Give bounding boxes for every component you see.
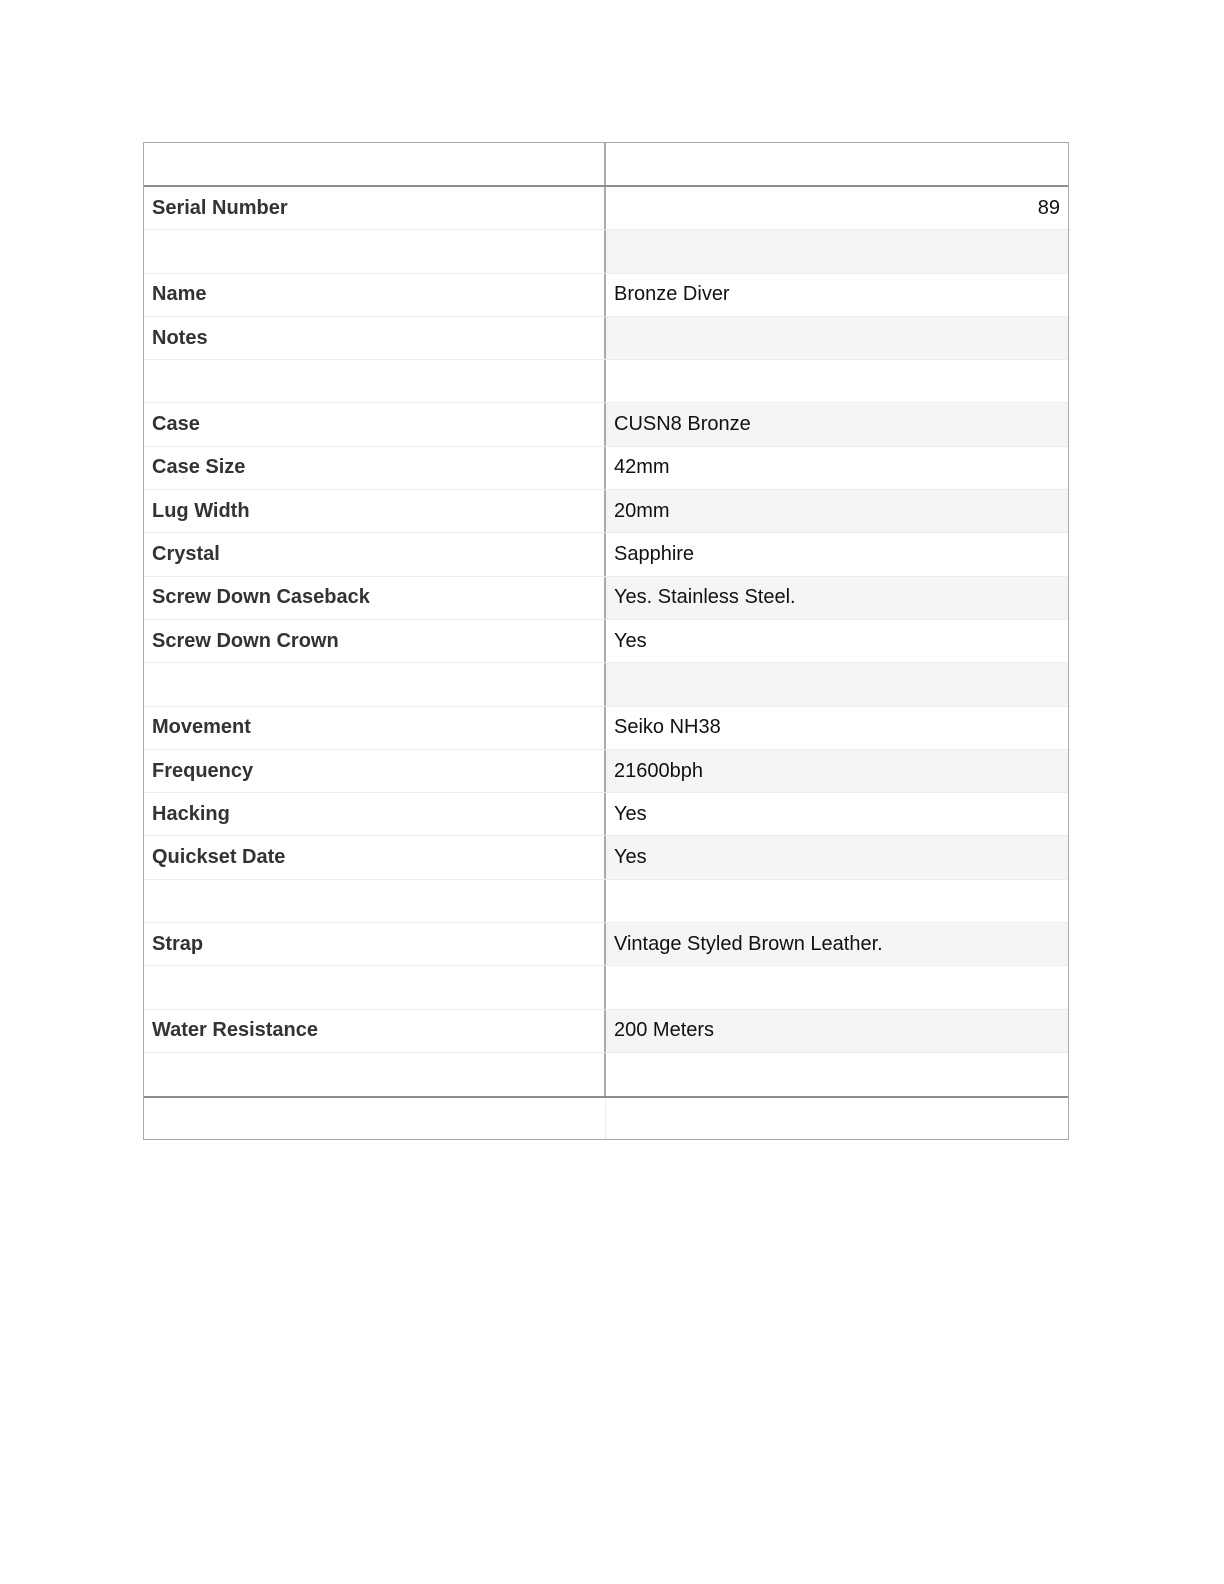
row-label[interactable] <box>144 880 606 922</box>
row-value[interactable]: Vintage Styled Brown Leather. <box>606 923 1068 965</box>
row-label[interactable]: Movement <box>144 707 606 749</box>
row-value[interactable] <box>606 1053 1068 1096</box>
row-value[interactable]: Yes <box>606 793 1068 835</box>
row-label[interactable]: Frequency <box>144 750 606 792</box>
row-label[interactable] <box>144 230 606 272</box>
row-label[interactable]: Screw Down Crown <box>144 620 606 662</box>
row-value[interactable] <box>606 230 1068 272</box>
table-row <box>144 490 1068 533</box>
header-label-cell[interactable] <box>144 143 606 185</box>
table-row <box>144 966 1068 1009</box>
table-footer-row <box>144 1096 1068 1139</box>
row-label[interactable]: Case Size <box>144 447 606 489</box>
row-label[interactable]: Water Resistance <box>144 1010 606 1052</box>
row-label[interactable] <box>144 1053 606 1096</box>
row-value[interactable]: Yes <box>606 836 1068 878</box>
row-label[interactable]: Name <box>144 274 606 316</box>
row-label[interactable]: Lug Width <box>144 490 606 532</box>
table-row <box>144 880 1068 923</box>
table-row <box>144 533 1068 576</box>
table-row <box>144 317 1068 360</box>
footer-label-cell[interactable] <box>144 1098 606 1139</box>
table-row <box>144 793 1068 836</box>
row-value[interactable] <box>606 663 1068 705</box>
row-value[interactable]: Seiko NH38 <box>606 707 1068 749</box>
row-value[interactable]: Bronze Diver <box>606 274 1068 316</box>
footer-value-cell[interactable] <box>606 1098 1068 1139</box>
table-row <box>144 447 1068 490</box>
row-value[interactable] <box>606 966 1068 1008</box>
watch-spec-table <box>143 142 1069 1140</box>
row-value[interactable]: 21600bph <box>606 750 1068 792</box>
table-header-row <box>144 143 1068 187</box>
table-row <box>144 663 1068 706</box>
table-row <box>144 1053 1068 1096</box>
row-value[interactable]: 89 <box>606 187 1068 229</box>
table-row <box>144 187 1068 230</box>
row-label[interactable]: Strap <box>144 923 606 965</box>
row-value[interactable]: CUSN8 Bronze <box>606 403 1068 445</box>
row-label[interactable]: Screw Down Caseback <box>144 577 606 619</box>
row-label[interactable]: Quickset Date <box>144 836 606 878</box>
row-label[interactable] <box>144 360 606 402</box>
table-row <box>144 577 1068 620</box>
table-row <box>144 403 1068 446</box>
row-label[interactable]: Serial Number <box>144 187 606 229</box>
table-row <box>144 923 1068 966</box>
row-label[interactable]: Notes <box>144 317 606 359</box>
row-value[interactable]: Yes. Stainless Steel. <box>606 577 1068 619</box>
table-row <box>144 1010 1068 1053</box>
row-label[interactable] <box>144 663 606 705</box>
table-row <box>144 230 1068 273</box>
row-value[interactable] <box>606 360 1068 402</box>
table-row <box>144 360 1068 403</box>
table-row <box>144 274 1068 317</box>
table-row <box>144 750 1068 793</box>
row-value[interactable]: Sapphire <box>606 533 1068 575</box>
table-row <box>144 707 1068 750</box>
row-value[interactable]: 42mm <box>606 447 1068 489</box>
row-value[interactable]: Yes <box>606 620 1068 662</box>
table-row <box>144 836 1068 879</box>
row-value[interactable]: 200 Meters <box>606 1010 1068 1052</box>
row-label[interactable]: Crystal <box>144 533 606 575</box>
row-label[interactable]: Hacking <box>144 793 606 835</box>
table-row <box>144 620 1068 663</box>
row-value[interactable]: 20mm <box>606 490 1068 532</box>
row-label[interactable]: Case <box>144 403 606 445</box>
row-label[interactable] <box>144 966 606 1008</box>
row-value[interactable] <box>606 317 1068 359</box>
row-value[interactable] <box>606 880 1068 922</box>
header-value-cell[interactable] <box>606 143 1068 185</box>
